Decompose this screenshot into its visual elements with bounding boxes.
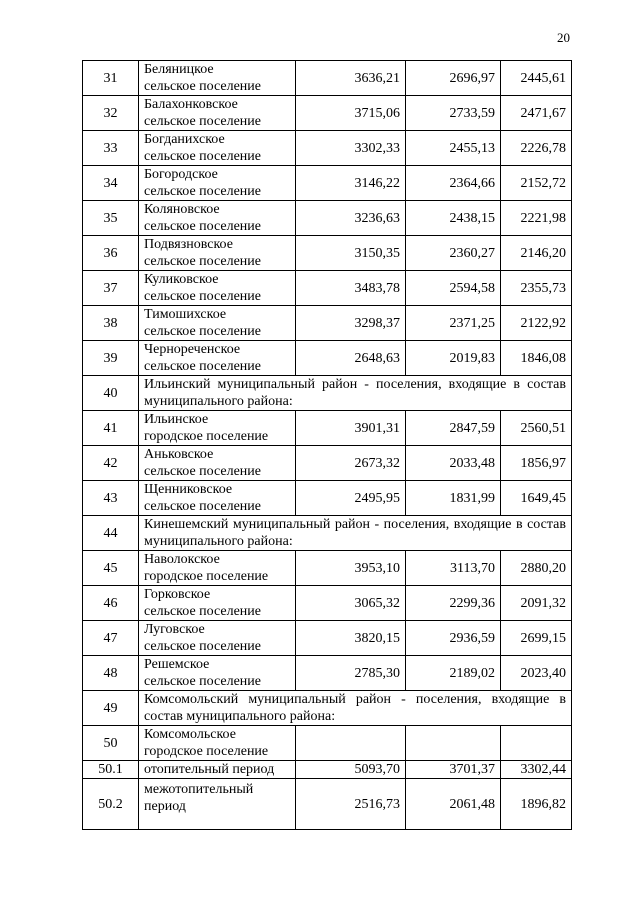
table-row [83, 271, 572, 306]
value-col-3: 2221,98 [501, 201, 572, 236]
row-number: 37 [83, 271, 139, 306]
value-col-3: 2091,32 [501, 586, 572, 621]
value-col-3: 1856,97 [501, 446, 572, 481]
value-col-1: 3298,37 [296, 306, 406, 341]
settlement-name [139, 621, 296, 656]
settlement-name-line1: Щенниковское [144, 482, 233, 497]
settlement-name [139, 306, 296, 341]
page-number: 20 [557, 30, 570, 45]
table-row [83, 621, 572, 656]
settlement-name [139, 761, 296, 779]
settlement-name-line2: сельское поселение [144, 464, 261, 479]
settlement-name [139, 481, 296, 516]
value-col-1: 3715,06 [296, 96, 406, 131]
value-col-2: 2061,48 [406, 779, 501, 830]
table-row [83, 691, 572, 726]
settlement-name [139, 586, 296, 621]
table-row [83, 411, 572, 446]
row-number: 49 [83, 691, 139, 726]
value-col-2: 2033,48 [406, 446, 501, 481]
settlement-name-line2: сельское поселение [144, 184, 261, 199]
settlement-name-line1: Балахонковское [144, 97, 238, 112]
value-col-3: 1896,82 [501, 779, 572, 830]
table-row [83, 586, 572, 621]
value-col-1: 3953,10 [296, 551, 406, 586]
value-col-3: 2560,51 [501, 411, 572, 446]
settlement-name-line1: Наволокское [144, 552, 220, 567]
table-row [83, 166, 572, 201]
row-number: 36 [83, 236, 139, 271]
settlement-name-line1: Решемское [144, 657, 210, 672]
settlement-name [139, 236, 296, 271]
row-number: 42 [83, 446, 139, 481]
table-row [83, 446, 572, 481]
table-row [83, 61, 572, 96]
row-number: 41 [83, 411, 139, 446]
value-col-2: 2936,59 [406, 621, 501, 656]
table-row [83, 131, 572, 166]
value-col-2: 2299,36 [406, 586, 501, 621]
settlement-name-line1: Богданихское [144, 132, 225, 147]
settlement-name [139, 779, 296, 830]
table-row [83, 376, 572, 411]
settlement-name [139, 446, 296, 481]
row-number: 48 [83, 656, 139, 691]
value-col-2: 2189,02 [406, 656, 501, 691]
row-number: 50.1 [83, 761, 139, 779]
row-number: 47 [83, 621, 139, 656]
settlement-name-line2: городское поселение [144, 429, 269, 444]
district-heading: Кинешемский муниципальный район - поселения, входящие в состав муниципального района: [139, 516, 572, 551]
row-number: 50 [83, 726, 139, 761]
row-number: 44 [83, 516, 139, 551]
tariff-table [82, 60, 572, 830]
settlement-name [139, 166, 296, 201]
settlement-name-line2: сельское поселение [144, 604, 261, 619]
settlement-name-line2: сельское поселение [144, 674, 261, 689]
value-col-2: 2455,13 [406, 131, 501, 166]
table-row [83, 551, 572, 586]
value-col-3: 2226,78 [501, 131, 572, 166]
settlement-name-line2: сельское поселение [144, 149, 261, 164]
value-col-1: 5093,70 [296, 761, 406, 779]
row-number: 38 [83, 306, 139, 341]
value-col-2: 2847,59 [406, 411, 501, 446]
value-col-2: 2438,15 [406, 201, 501, 236]
row-number: 40 [83, 376, 139, 411]
value-col-1: 3236,63 [296, 201, 406, 236]
settlement-name-line1: Горковское [144, 587, 211, 602]
value-col-2: 2360,27 [406, 236, 501, 271]
settlement-name-line2: сельское поселение [144, 289, 261, 304]
settlement-name [139, 551, 296, 586]
settlement-name-line2: сельское поселение [144, 114, 261, 129]
table-row [83, 516, 572, 551]
table-row [83, 201, 572, 236]
row-number: 33 [83, 131, 139, 166]
settlement-name-line1: Луговское [144, 622, 205, 637]
row-number: 35 [83, 201, 139, 236]
value-col-1: 3146,22 [296, 166, 406, 201]
value-col-3: 1846,08 [501, 341, 572, 376]
value-col-3 [501, 726, 572, 761]
value-col-1: 2673,32 [296, 446, 406, 481]
value-col-3: 2122,92 [501, 306, 572, 341]
value-col-1: 2785,30 [296, 656, 406, 691]
row-number: 46 [83, 586, 139, 621]
value-col-1: 3901,31 [296, 411, 406, 446]
row-number: 43 [83, 481, 139, 516]
table-row [83, 481, 572, 516]
value-col-3: 2880,20 [501, 551, 572, 586]
value-col-2: 2371,25 [406, 306, 501, 341]
settlement-name [139, 726, 296, 761]
value-col-3: 2471,67 [501, 96, 572, 131]
settlement-name [139, 341, 296, 376]
settlement-name-line1: Аньковское [144, 447, 214, 462]
settlement-name-line1: межотопительный [144, 782, 254, 797]
settlement-name [139, 61, 296, 96]
value-col-2: 2019,83 [406, 341, 501, 376]
value-col-1: 2648,63 [296, 341, 406, 376]
settlement-name-line2: сельское поселение [144, 219, 261, 234]
value-col-3: 2023,40 [501, 656, 572, 691]
settlement-name-line1: Тимошихское [144, 307, 227, 322]
value-col-3: 2699,15 [501, 621, 572, 656]
value-col-1 [296, 726, 406, 761]
settlement-name [139, 131, 296, 166]
settlement-name [139, 656, 296, 691]
value-col-2: 2594,58 [406, 271, 501, 306]
row-number: 31 [83, 61, 139, 96]
value-col-3: 2152,72 [501, 166, 572, 201]
value-col-1: 3483,78 [296, 271, 406, 306]
table-row [83, 236, 572, 271]
row-number: 45 [83, 551, 139, 586]
value-col-2: 3701,37 [406, 761, 501, 779]
settlement-name-line2: сельское поселение [144, 324, 261, 339]
table-row [83, 306, 572, 341]
settlement-name-line1: Коляновское [144, 202, 220, 217]
table-row [83, 761, 572, 779]
settlement-name [139, 271, 296, 306]
value-col-3: 2355,73 [501, 271, 572, 306]
value-col-3: 2445,61 [501, 61, 572, 96]
value-col-1: 3636,21 [296, 61, 406, 96]
value-col-1: 3820,15 [296, 621, 406, 656]
settlement-name-line1: Беляницкое [144, 62, 214, 77]
settlement-name-line1: Комсомольское [144, 727, 236, 742]
settlement-name-line2: сельское поселение [144, 254, 261, 269]
table-body [83, 61, 572, 830]
table-row [83, 96, 572, 131]
value-col-1: 2495,95 [296, 481, 406, 516]
settlement-name-line2: сельское поселение [144, 359, 261, 374]
row-number: 39 [83, 341, 139, 376]
row-number: 34 [83, 166, 139, 201]
settlement-name [139, 411, 296, 446]
value-col-2: 1831,99 [406, 481, 501, 516]
settlement-name-line2: сельское поселение [144, 639, 261, 654]
row-number: 32 [83, 96, 139, 131]
value-col-2: 2364,66 [406, 166, 501, 201]
table-row [83, 726, 572, 761]
value-col-3: 1649,45 [501, 481, 572, 516]
settlement-name-line1: Подвязновское [144, 237, 233, 252]
value-col-2: 2733,59 [406, 96, 501, 131]
value-col-1: 2516,73 [296, 779, 406, 830]
value-col-1: 3150,35 [296, 236, 406, 271]
settlement-name-line1: отопительный период [144, 762, 275, 777]
value-col-3: 2146,20 [501, 236, 572, 271]
value-col-2: 3113,70 [406, 551, 501, 586]
value-col-1: 3065,32 [296, 586, 406, 621]
settlement-name-line2: городское поселение [144, 744, 269, 759]
table-row [83, 341, 572, 376]
settlement-name-line1: Куликовское [144, 272, 219, 287]
settlement-name [139, 96, 296, 131]
table-row [83, 779, 572, 830]
settlement-name-line1: Богородское [144, 167, 218, 182]
table-row [83, 656, 572, 691]
settlement-name-line1: Чернореченское [144, 342, 241, 357]
settlement-name-line2: период [144, 799, 186, 814]
district-heading: Ильинский муниципальный район - поселения, входящие в состав муниципального района: [139, 376, 572, 411]
row-number: 50.2 [83, 779, 139, 830]
value-col-2 [406, 726, 501, 761]
settlement-name [139, 201, 296, 236]
value-col-3: 3302,44 [501, 761, 572, 779]
settlement-name-line2: сельское поселение [144, 499, 261, 514]
value-col-2: 2696,97 [406, 61, 501, 96]
settlement-name-line2: городское поселение [144, 569, 269, 584]
value-col-1: 3302,33 [296, 131, 406, 166]
settlement-name-line2: сельское поселение [144, 79, 261, 94]
settlement-name-line1: Ильинское [144, 412, 209, 427]
district-heading: Комсомольский муниципальный район - поселения, входящие в состав муниципального района: [139, 691, 572, 726]
